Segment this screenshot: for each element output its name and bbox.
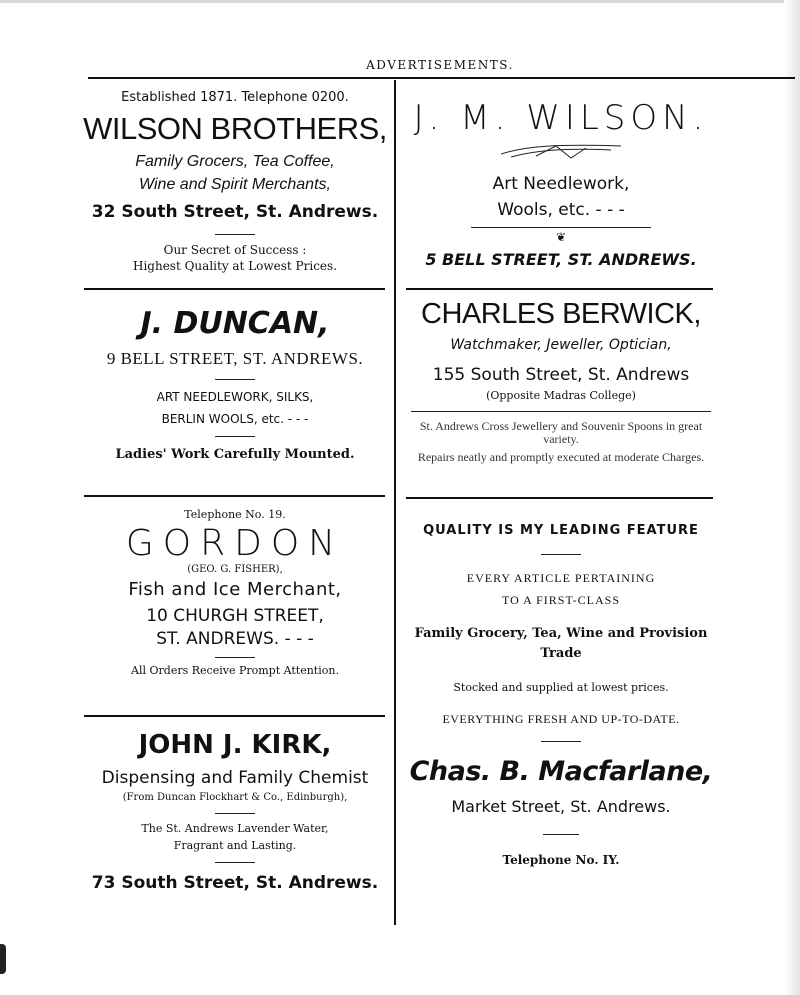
short-divider <box>541 554 581 555</box>
trade-underline <box>471 227 651 228</box>
motto-line: Highest Quality at Lowest Prices. <box>132 259 338 273</box>
section-rule <box>406 288 713 290</box>
address-note: (Opposite Madras College) <box>486 389 636 402</box>
trade-line: Art Needlework, <box>492 174 630 194</box>
telephone: Telephone No. 19. <box>184 508 286 521</box>
short-divider <box>541 741 581 742</box>
trade-line: Watchmaker, Jeweller, Optician, <box>450 337 672 353</box>
ad-charles-berwick <box>402 298 720 464</box>
short-divider <box>215 813 255 814</box>
advertiser-name: WILSON BROTHERS, <box>83 111 387 146</box>
fresh-note: EVERYTHING FRESH AND UP-TO-DATE. <box>442 712 680 726</box>
short-divider <box>215 436 255 437</box>
advertiser-name: J. DUNCAN, <box>140 306 330 341</box>
section-rule <box>84 288 385 290</box>
short-divider <box>215 379 255 380</box>
advertiser-name: JOHN J. KIRK, <box>138 730 332 760</box>
established-telephone: Established 1871. Telephone 0200. <box>121 90 349 105</box>
ad-gordon <box>80 508 390 677</box>
column-divider <box>394 80 396 925</box>
article-line: TO A FIRST-CLASS <box>501 593 621 607</box>
address-line: ST. ANDREWS. - - - <box>156 629 314 649</box>
advertiser-address: 32 South Street, St. Andrews. <box>91 202 379 222</box>
header-rule <box>88 77 795 79</box>
product-line: The St. Andrews Lavender Water, <box>141 822 329 835</box>
flourish-ornament <box>496 140 626 162</box>
headline: QUALITY IS MY LEADING FEATURE <box>423 523 699 538</box>
owner-name: (GEO. G. FISHER), <box>187 564 283 575</box>
jewellery-note: St. Andrews Cross Jewellery and Souvenir Spoons in great variety. <box>419 419 703 446</box>
section-rule <box>84 495 385 497</box>
short-divider <box>215 657 255 658</box>
fleuron-ornament: ❦ <box>555 230 567 244</box>
section-rule <box>406 497 713 499</box>
trade-line: Family Grocery, Tea, Wine and Provision <box>414 626 708 641</box>
trade-line: Wine and Spirit Merchants, <box>139 176 331 193</box>
advertiser-address: Market Street, St. Andrews. <box>451 797 671 816</box>
address-line: 10 CHURGH STREET, <box>146 606 324 626</box>
thin-rule <box>411 411 711 412</box>
trade-line: Wools, etc. - - - <box>497 200 625 220</box>
scan-edge-top <box>0 0 800 3</box>
service-note: All Orders Receive Prompt Attention. <box>131 664 339 677</box>
article-line: EVERY ARTICLE PERTAINING <box>466 571 656 585</box>
advertiser-name: Chas. B. Macfarlane, <box>409 756 713 787</box>
advertiser-address: 155 South Street, St. Andrews <box>432 365 690 385</box>
trade-line: Trade <box>540 646 582 661</box>
ad-j-duncan <box>80 306 390 462</box>
section-rule <box>84 715 385 717</box>
short-divider <box>215 234 255 235</box>
service-note: Ladies' Work Carefully Mounted. <box>115 447 355 462</box>
goods-line: ART NEEDLEWORK, SILKS, <box>156 390 314 404</box>
ad-wilson-brothers <box>80 90 390 273</box>
scan-edge-right <box>784 0 800 995</box>
motto-line: Our Secret of Success : <box>163 243 307 257</box>
trade-line: Fish and Ice Merchant, <box>128 579 342 600</box>
short-divider <box>543 834 579 835</box>
goods-line: BERLIN WOOLS, etc. - - - <box>161 412 309 426</box>
scan-mark <box>0 944 6 974</box>
advertiser-address: 9 BELL STREET, ST. ANDREWS. <box>106 349 364 368</box>
advertiser-name: J. M. WILSON. <box>413 98 709 138</box>
product-line: Fragrant and Lasting. <box>173 839 297 852</box>
trade-line: Dispensing and Family Chemist <box>101 768 369 788</box>
ad-jm-wilson <box>402 98 720 269</box>
ad-macfarlane <box>402 523 720 867</box>
trade-line: Family Grocers, Tea Coffee, <box>135 153 335 170</box>
page-header: ADVERTISEMENTS. <box>366 58 514 72</box>
stock-note: Stocked and supplied at lowest prices. <box>453 681 669 694</box>
ad-john-kirk <box>80 730 390 893</box>
advertiser-address: 73 South Street, St. Andrews. <box>91 873 379 893</box>
advertiser-address: 5 BELL STREET, ST. ANDREWS. <box>425 250 697 269</box>
advertiser-name: GORDON <box>125 523 345 564</box>
from-note: (From Duncan Flockhart & Co., Edinburgh), <box>122 792 348 803</box>
advertiser-name: CHARLES BERWICK, <box>421 298 701 330</box>
short-divider <box>215 862 255 863</box>
telephone: Telephone No. IY. <box>502 853 620 867</box>
repairs-note: Repairs neatly and promptly executed at moderate Charges. <box>417 450 705 464</box>
